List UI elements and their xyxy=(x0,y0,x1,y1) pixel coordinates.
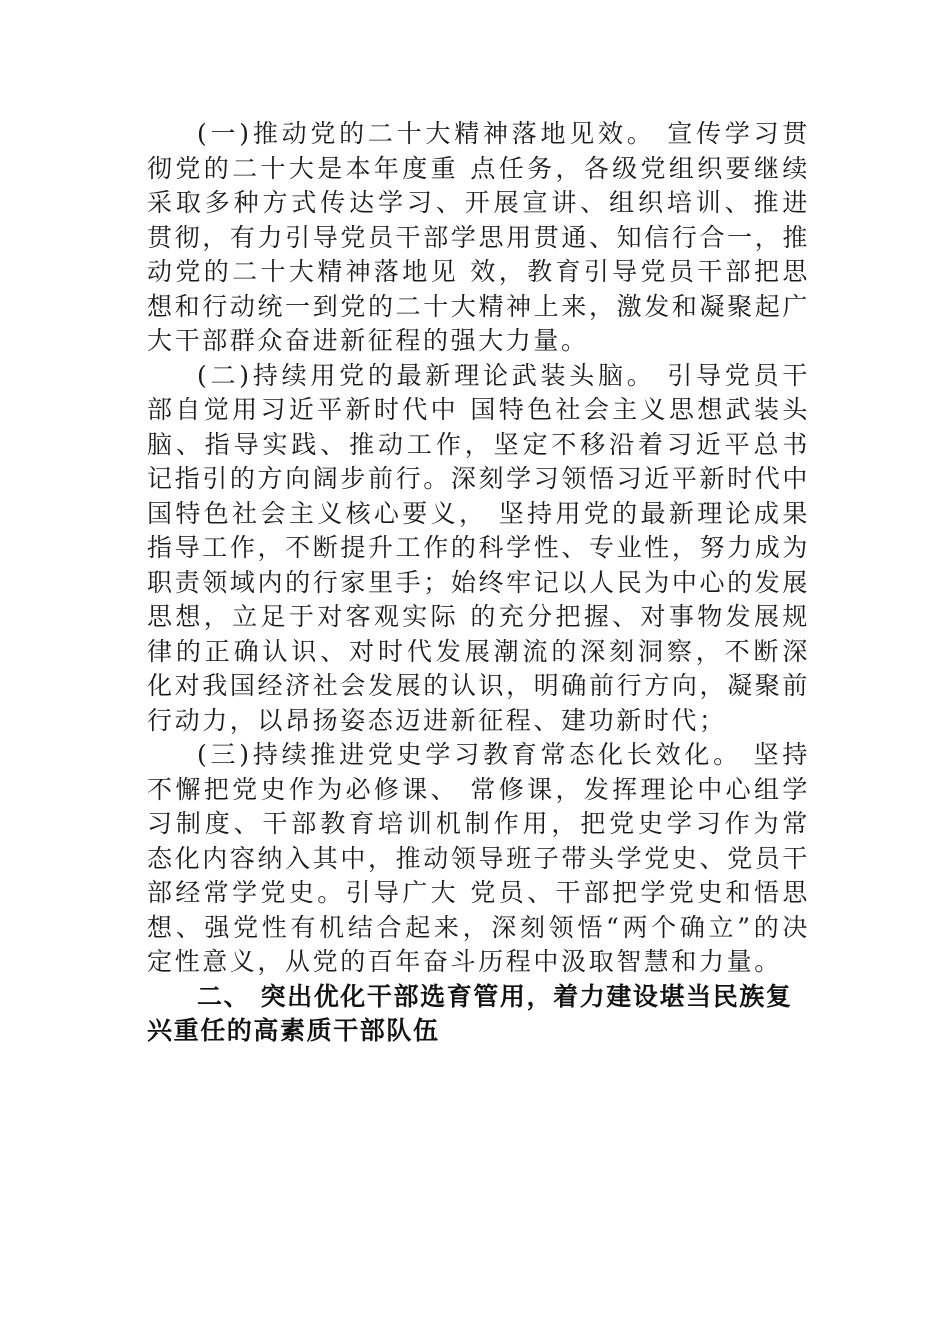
paragraph-3-body: 坚持不懈把党史作为必修课、 常修课，发挥理论中心组学习制度、干部教育培训机制作用，把党史学习作为常 态化内容纳入其中，推动领导班子带头学党史、党员干部经常学党史。引导广大 党员、干部把学党史和悟思想、强党性有机结合起来，深刻领悟“两个确立”的决定性意义，从党的百年奋斗历程中汲取智慧和力量。 xyxy=(147,740,810,976)
paragraph-3-lead: (三)持续推进党史学习教育常态化长效化。 xyxy=(197,740,742,769)
paragraph-2-body: 引导党员干部自觉用习近平新时代中 国特色社会主义思想武装头脑、指导实践、推动工作，坚定不移沿着习近平总书 记指引的方向阔步前行。深刻学习领悟习近平新时代中国特色社会主义核心要义， 坚持用党的最新理论成果指导工作，不断提升工作的科学性、专业性，努力成为 职责领域内的行家里手；始终牢记以人民为中心的发展思想，立足于对客观实际 的充分把握、对事物发展规律的正确认识、对时代发展潮流的深刻洞察，不断深 化对我国经济社会发展的认识，明确前行方向，凝聚前行动力，以昂扬姿态迈进新征程、建功新时代； xyxy=(147,360,810,735)
paragraph-2 xyxy=(147,359,810,739)
paragraph-1-lead: (一)推动党的二十大精神落地见效。 xyxy=(197,119,656,148)
paragraph-2-lead: (二)持续用党的最新理论武装头脑。 xyxy=(197,360,656,390)
paragraph-1 xyxy=(147,117,810,359)
document-body xyxy=(147,117,810,1049)
paragraph-3 xyxy=(147,738,810,980)
paragraph-1-body: 宣传学习贯彻党的二十大是本年度重 点任务，各级党组织要继续采取多种方式传达学习、开展宣讲、组织培训、推进 贯彻，有力引导党员干部学思用贯通、知信行合一，推动党的二十大精神落地见 效，教育引导党员干部把思想和行动统一到党的二十大精神上来，激发和凝聚起广大干部群众奋进新征程的强大力量。 xyxy=(147,119,810,355)
section-heading: 二、 突出优化干部选育管用，着力建设堪当民族复兴重任的高素质干部队伍 xyxy=(147,981,793,1045)
